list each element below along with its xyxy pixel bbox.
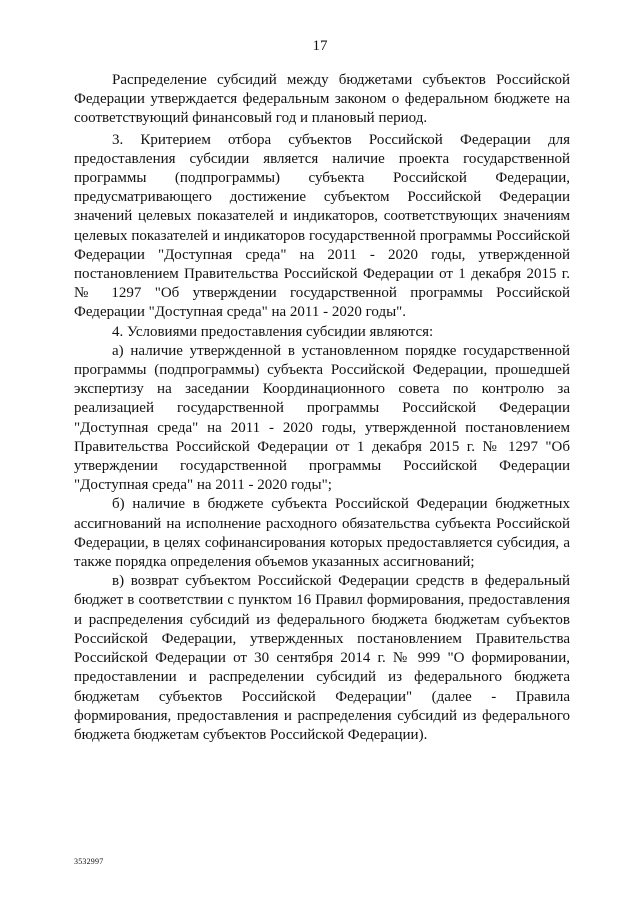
paragraph-condition-b: б) наличие в бюджете субъекта Российской Федерации бюджетных ассигнований на исполнение расходного обязательства субъекта Российской Федерации, в целях софинансирования которых предоставляется субсидия, а также порядка определения объемов указанных ассигнований; bbox=[74, 496, 570, 571]
page-number: 17 bbox=[312, 38, 328, 54]
paragraph-conditions-heading: 4. Условиями предоставления субсидии являются: bbox=[112, 323, 434, 340]
paragraph-condition-a: а) наличие утвержденной в установленном порядке государственной программы (подпрограммы) субъекта Российской Федерации, прошедшей экспертизу на заседании Координационного совета по контролю за реализацией государственной программы Российской Федерации "Доступная среда" на 2011 - 2020 годы, утвержденной постановлением Правительства Российской Федерации от 1 декабря 2015 г. № 1297 "Об утверждении государственной программы Российской Федерации "Доступная среда" на 2011 - 2020 годы"; bbox=[74, 342, 570, 494]
paragraph-selection-criterion: 3. Критерием отбора субъектов Российской Федерации для предоставления субсидии является наличие проекта государственной программы (подпрограммы) субъекта Российской Федерации, предусматривающего достижение субъектом Российской Федерации значений целевых показателей и индикаторов, соответствующих значениям целевых показателей и индикаторов государственной программы Российской Федерации "Доступная среда" на 2011 - 2020 годы, утвержденной постановлением Правительства Российской Федерации от 1 декабря 2015 г. № 1297 "Об утверждении государственной программы Российской Федерации "Доступная среда" на 2011 - 2020 годы". bbox=[74, 131, 570, 321]
document-body bbox=[74, 71, 570, 745]
document-code: 3532997 bbox=[74, 857, 104, 866]
paragraph-condition-c: в) возврат субъектом Российской Федерации средств в федеральный бюджет в соответствии с пунктом 16 Правил формирования, предоставления и распределения субсидий из федерального бюджета бюджетам субъектов Российской Федерации, утвержденных постановлением Правительства Российской Федерации от 30 сентября 2014 г. № 999 "О формировании, предоставлении и распределении субсидий из федерального бюджета бюджетам субъектов Российской Федерации" (далее - Правила формирования, предоставления и распределения субсидий из федерального бюджета бюджетам субъектов Российской Федерации). bbox=[74, 573, 570, 743]
paragraph-subsidy-distribution: Распределение субсидий между бюджетами субъектов Российской Федерации утверждается федеральным законом о федеральном бюджете на соответствующий финансовый год и плановый период. bbox=[74, 72, 570, 127]
